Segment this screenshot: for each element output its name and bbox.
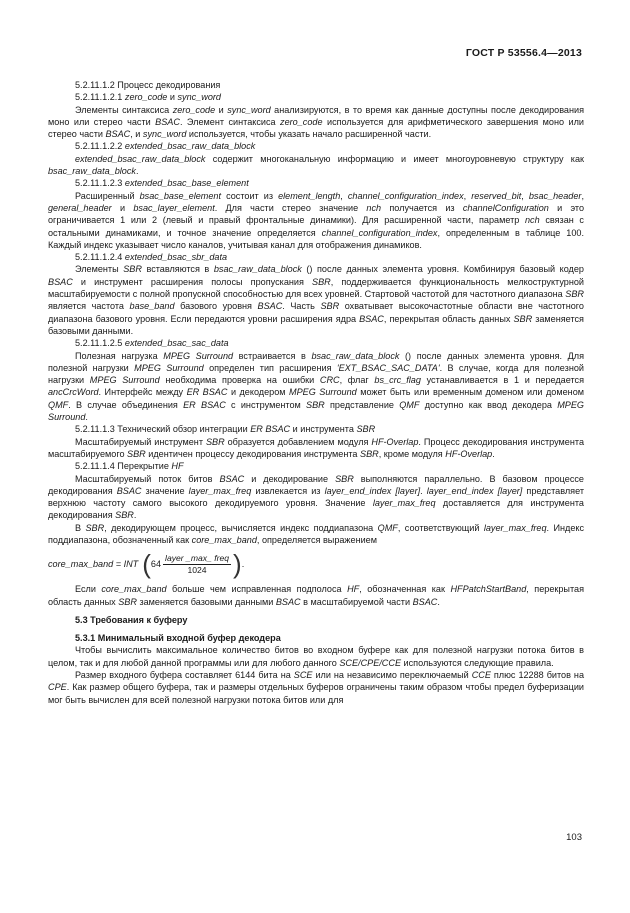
paragraph-p14: 5.2.11.1.4 Перекрытие HF — [75, 461, 184, 472]
page-body — [48, 79, 584, 706]
text-block-1 — [48, 79, 584, 546]
paragraph-p16: В SBR, декодирующем процесс, вычисляется индекс поддиапазона QMF, соответствующий layer_max_freq. Индекс поддиапазона, обозначенный как core_max_band, определяется выражением — [48, 522, 584, 545]
page-number: 103 — [566, 832, 582, 843]
formula-denominator: 1024 — [187, 564, 207, 575]
paragraph-p15: Масштабируемый поток битов BSAC и декодирование SBR выполняются параллельно. В базовом процессе декодирования BSAC значение layer_max_freq извлекается из layer_end_index [layer]. layer_end_index [layer] представляет верхнюю частоту самого высокого декодируемого уровня. Значение layer_max_freq доставляется для инструмента декодирования SBR. — [48, 473, 584, 521]
formula-core-max-band — [48, 547, 584, 581]
paragraph-p2: 5.2.11.1.2.1 zero_code и sync_word — [75, 92, 221, 103]
formula-close-paren: ) — [233, 549, 242, 580]
paragraph-p10: 5.2.11.1.2.5 extended_bsac_sac_data — [75, 338, 229, 349]
formula-fraction — [163, 553, 231, 576]
paragraph-p11: Полезная нагрузка MPEG Surround встраивается в bsac_raw_data_block () после данных элемента уровня. Для полезной нагрузки MPEG Surround определен тип расширения 'EXT_BSAC_SAC_DATA'. В случае, когда для полезной нагрузки MPEG Surround необходима проверка на ошибки CRC, флаг bs_crc_flag устанавливается в 1 и передается ancCrcWord. Интерфейс между ER BSAC и декодером MPEG Surround может быть или временным доменом или доменом QMF. В случае объединения ER BSAC с инструментом SBR представление QMF доступно как ввод декодера MPEG Surround. — [48, 350, 585, 423]
paragraph-p7: Расширенный bsac_base_element состоит из element_length, channel_configuration_index, reserved_bit, bsac_header, general_header и bsac_layer_element. Для части стерео значение nch получается из channelConfiguration и это ограничивается 1 или 2 (левый и правый фронтальные динамики). Для расширенной части, параметр nch связан с остальными динамиками, и точное значение определяется channel_configuration_index, определенным в таблице 100. Каждый индекс указывает число каналов, учитывая канал для отображения динамиков. — [48, 190, 585, 250]
paragraph-p9: Элементы SBR вставляются в bsac_raw_data_block () после данных элемента уровня. Комбинируя базовый кодер BSAC и инструмент расширения полосы пропускания SBR, поддерживается функциональность мелкоструктурной масштабируемости с полной пропускной способностью для всех уровней. Стартовой частотой для частотного диапазона SBR является частота base_band базового уровня BSAC. Часть SBR охватывает высокочастотные области вне частотного диапазона базового уровня. Если передаются уровни расширения ядра BSAC, перекрытая область данных SBR заменяется базовыми данными. — [48, 264, 584, 336]
paragraph-p12: 5.2.11.1.3 Технический обзор интеграции ER BSAC и инструмента SBR — [75, 424, 376, 435]
text-block-2 — [48, 583, 584, 706]
formula-coefficient: 64 — [150, 559, 162, 570]
paragraph-q4: Чтобы вычислить максимальное количество битов во входном буфере как для полезной нагрузки потока битов в целом, так и для любой данной программы или для любого данного SCE/CPE/CCE используются следующие правила. — [48, 645, 584, 668]
formula-open-paren: ( — [142, 549, 151, 580]
paragraph-p5: extended_bsac_raw_data_block содержит многоканальную информацию и имеет многоуровневую структуру как bsac_raw_data_block. — [48, 153, 584, 177]
formula-tail: . — [241, 559, 245, 570]
paragraph-p13: Масштабируемый инструмент SBR образуется добавлением модуля HF-Overlap. Процесс декодирования инструмента масштабируемого SBR идентичен процессу декодирования инструмента SBR, кроме модуля HF-Overlap. — [48, 436, 585, 459]
page-header: ГОСТ Р 53556.4—2013 — [465, 47, 582, 59]
paragraph-p3: Элементы синтаксиса zero_code и sync_word анализируются, в то время как данные доступны после декодирования моно или стерео части BSAC. Элемент синтаксиса zero_code используется для арифметического завершения моно или стерео части BSAC, и sync_word используется, чтобы указать начало расширенной части. — [48, 104, 585, 140]
paragraph-q1: Если core_max_band больше чем исправленная подполоса HF, обозначенная как HFPatchStartBand, перекрытая область данных SBR заменяется базовыми данными BSAC в масштабируемой части BSAC. — [48, 584, 584, 607]
paragraph-p8: 5.2.11.1.2.4 extended_bsac_sbr_data — [75, 252, 228, 263]
paragraph-q3: 5.3.1 Минимальный входной буфер декодера — [75, 633, 281, 644]
paragraph-q5: Размер входного буфера составляет 6144 бита на SCE или на независимо переключаемый CCE плюс 12288 битов на CPE. Как размер общего буфера, так и размеры отдельных буферов ограничены таким образом чтобы предел буферизации мог быть вычислен для всей полезной нагрузки потока битов или для — [48, 670, 585, 705]
paragraph-p6: 5.2.11.1.2.3 extended_bsac_base_element — [75, 178, 249, 189]
formula-lhs: core_max_band = INT — [48, 559, 139, 570]
paragraph-p1: 5.2.11.1.2 Процесс декодирования — [75, 80, 221, 90]
paragraph-q2: 5.3 Требования к буферу — [75, 614, 188, 625]
paragraph-p4: 5.2.11.1.2.2 extended_bsac_raw_data_block — [75, 141, 256, 152]
formula-numerator: layer _max_ freq — [165, 552, 230, 563]
